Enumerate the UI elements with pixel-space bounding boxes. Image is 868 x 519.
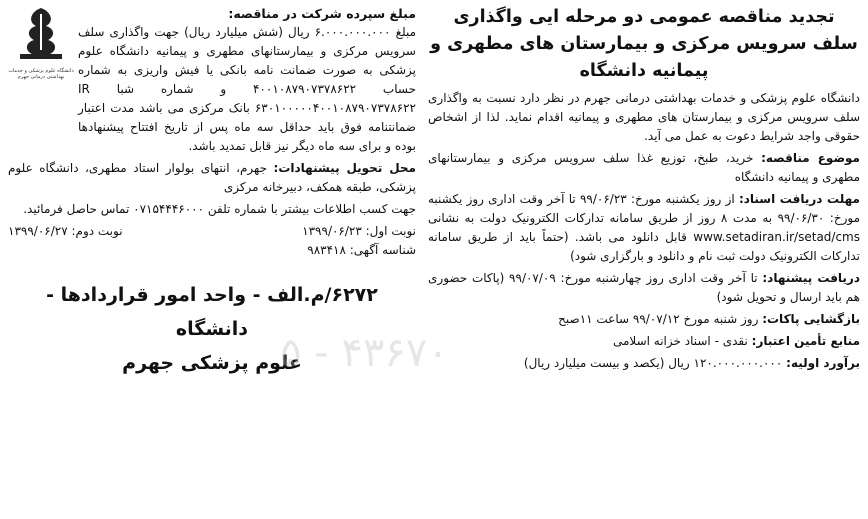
first-turn: نوبت اول: ۱۳۹۹/۰۶/۲۳ <box>302 224 416 238</box>
receive-label: دریافت پیشنهاد: <box>762 271 861 285</box>
ad-id: شناسه آگهی: ۹۸۳۴۱۸ <box>307 243 416 257</box>
deadline-text-1: از روز یکشنبه مورخ: ۹۹/۰۶/۲۳ تا آخر وقت اداری روز یکشنبه مورخ: ۹۹/۰۶/۳۰ به مدت ۸ روز از طریق سامانه تدارکات الکترونیک دولت به نشانی <box>428 192 860 225</box>
notice-title: تجدید مناقصه عمومی دو مرحله ایی واگذاری سلف سرویس مرکزی و بیمارستان های مطهری و پیمانیه دانشگاه <box>430 7 858 81</box>
footer-signature <box>8 278 416 380</box>
footer-line-2: علوم پزشکی جهرم <box>122 352 302 374</box>
estimate-label: برآورد اولیه: <box>786 356 860 370</box>
contact-text: جهت کسب اطلاعات بیشتر با شماره تلفن ۰۷۱۵۴۴۴۶۰۰۰ تماس حاصل فرمائید. <box>23 202 416 216</box>
deadline-label: مهلت دریافت اسناد: <box>738 192 860 206</box>
delivery-text: جهرم، انتهای بولوار استاد مطهری، دانشگاه علوم پزشکی، طبقه همکف، دبیرخانه مرکزی <box>8 161 416 194</box>
funding-text: نقدی - اسناد خزانه اسلامی <box>612 334 748 348</box>
second-turn: نوبت دوم: ۱۳۹۹/۰۶/۲۷ <box>8 224 123 238</box>
logo-caption: دانشگاه علوم پزشکی و خدمات بهداشتی درمانی جهرم <box>8 68 74 80</box>
deadline-text-2: قابل دانلود می باشد. (حتماً باید از طریق سامانه تدارکات الکترونیک دولت ثبت نام و دانلود و بارگزاری شود) <box>428 230 860 263</box>
turn-dates <box>8 222 416 241</box>
intro-paragraph: دانشگاه علوم پزشکی و خدمات بهداشتی درمانی جهرم در نظر دارد نسبت به واگذاری سلف سرویس مرکزی و بیمارستان های مطهری و پیمانیه اقدام نماید. لذا از اشخاص حقوقی واجد شرایط دعوت به عمل می آید. <box>428 91 860 143</box>
opening-section <box>428 310 860 329</box>
deposit-label: مبلغ سپرده شرکت در مناقصه: <box>228 6 416 21</box>
delivery-label: محل تحویل پیشنهادات: <box>273 161 416 175</box>
funding-label: منابع تأمین اعتبار: <box>751 334 860 348</box>
deadline-section <box>428 190 860 266</box>
right-column <box>428 4 860 515</box>
delivery-section <box>8 159 416 197</box>
opening-label: بازگشایی پاکات: <box>762 312 860 326</box>
footer-line-1: ۶۲۷۲/م.الف - واحد امور قراردادها - دانشگاه <box>46 284 378 340</box>
logo-emblem-icon <box>8 4 74 62</box>
funding-section <box>428 332 860 351</box>
estimate-section <box>428 354 860 373</box>
receive-section <box>428 269 860 307</box>
receive-text: تا آخر وقت اداری روز چهارشنبه مورخ: ۹۹/۰۷/۰۹ (پاکات حضوری هم باید ارسال و تحویل شود) <box>428 271 860 304</box>
opening-text: روز شنبه مورخ ۹۹/۰۷/۱۲ ساعت ۱۱صبح <box>558 312 759 326</box>
watermark: ۵ - ۴۳۶۷۰ <box>280 330 449 376</box>
university-logo <box>8 4 74 80</box>
estimate-text: ۱۲۰.۰۰۰.۰۰۰.۰۰۰ ریال (یکصد و بیست میلیارد ریال) <box>523 356 783 370</box>
left-column <box>8 4 416 515</box>
deadline-url: www.setadiran.ir/setad/cms <box>693 230 860 244</box>
subject-text: خرید، طبخ، توزیع غذا سلف سرویس مرکزی و بیمارستانهای مطهری و پیمانیه دانشگاه <box>428 151 860 184</box>
subject-label: موضوع مناقصه: <box>761 151 860 165</box>
deposit-text: مبلغ ۶.۰۰۰.۰۰۰.۰۰۰ ریال (شش میلیارد ریال) جهت واگذاری سلف سرویس مرکزی و بیمارستانهای مطهری و پیمانیه دانشگاه علوم پزشکی به صورت ضمانت نامه بانکی یا فیش واریزی به شماره حساب ۴۰۰۱۰۸۷۹۰۷۳۷۸۶۲۲ و شماره شبا IR ۶۳۰۱۰۰۰۰۰۴۰۰۱۰۸۷۹۰۷۳۷۸۶۲۲ بانک مرکزی می باشد مدت اعتبار ضمانتنامه فوق باید حداقل سه ماه پس از تاریخ افتتاح پیشنهادها بوده و برای سه ماه دیگر نیز قابل تمدید باشد. <box>78 25 416 153</box>
subject-section <box>428 149 860 187</box>
